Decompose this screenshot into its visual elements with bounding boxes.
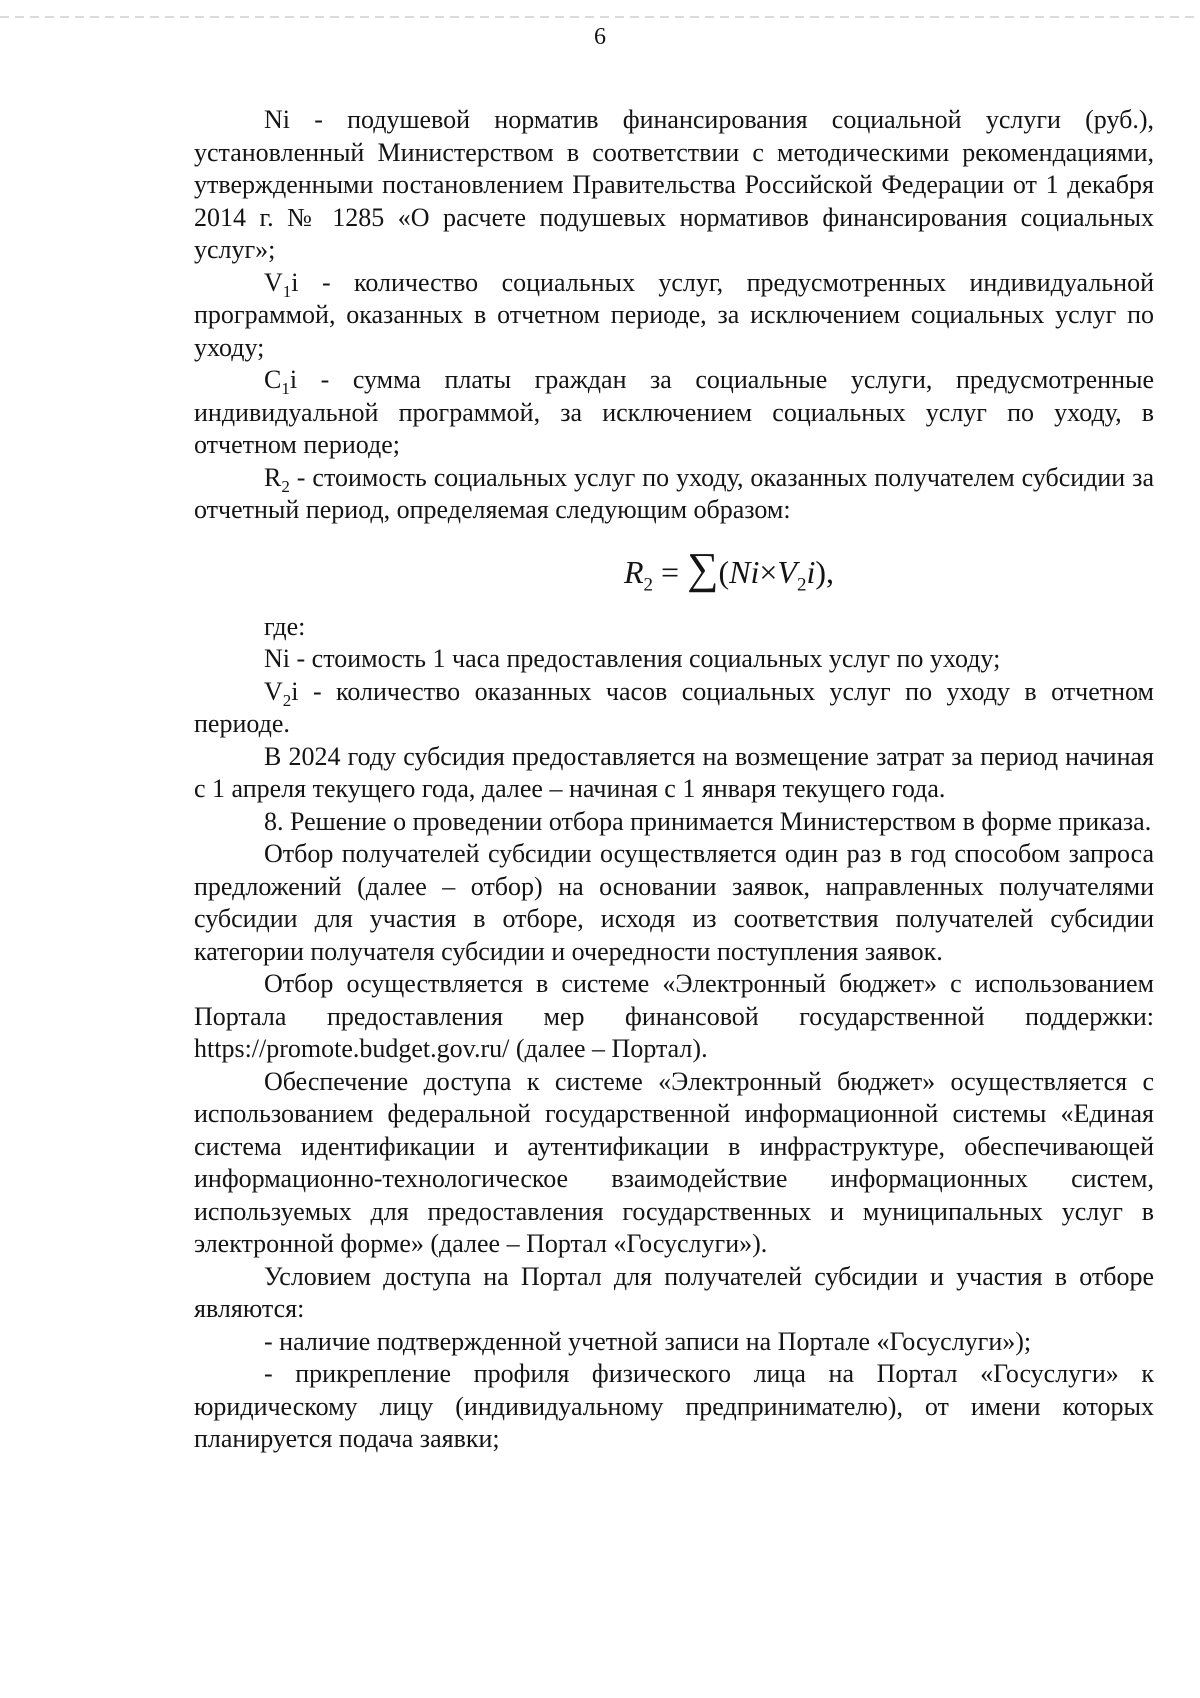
paragraph-access-conditions: Условием доступа на Портал для получателей субсидии и участия в отборе являются:: [194, 1261, 1154, 1323]
paragraph-v1i-definition: [194, 267, 1154, 365]
paragraph-2024-period: В 2024 году субсидия предоставляется на возмещение затрат за период начиная с 1 апреля текущего года, далее – начиная с 1 января текущего года.: [194, 741, 1154, 803]
term-v1i: $V_1i$: [264, 267, 299, 301]
document-body: [194, 104, 1154, 1456]
term-c1i: $C_1i$: [264, 365, 298, 399]
paragraph-r2-definition: [194, 462, 1154, 527]
paragraph-access-gosuslugi: Обеспечение доступа к системе «Электронный бюджет» осуществляется с использованием федеральной государственной информационной системы «Единая система идентификации и аутентификации в инфраструктуре, обеспечивающей информационно-технологическое взаимодействие информационных систем, используемых для предоставления государственных и муниципальных услуг в электронной форме» (далее – Портал «Госуслуги»).: [194, 1066, 1154, 1258]
term-v2i: $V_2i$: [264, 676, 299, 710]
definition-text: - стоимость социальных услуг по уходу, оказанных получателем субсидии за отчетный период, определяемая следующим образом:: [194, 462, 1154, 524]
term-ni: Ni: [264, 105, 290, 134]
definition-text: - количество оказанных часов социальных услуг по уходу в отчетном периоде.: [194, 676, 1154, 738]
paragraph-selection-method: Отбор получателей субсидии осуществляется один раз в год способом запроса предложений (далее – отбор) на основании заявок, направленных получателями субсидии для участия в отборе, исходя из соответствия получателей субсидии категории получателя субсидии и очередности поступления заявок.: [194, 839, 1154, 966]
definition-text: - подушевой норматив финансирования социальной услуги (руб.), установленный Министерством в соответствии с методическими рекомендациями, утвержденными постановлением Правительства Российской Федерации от 1 декабря 2014 г. № 1285 «О расчете подушевых нормативов финансирования социальных услуг»;: [194, 105, 1154, 264]
sum-sign: ∑: [687, 543, 719, 593]
paragraph-v2i-definition: [194, 676, 1154, 741]
list-item-confirmed-account: - наличие подтвержденной учетной записи на Портале «Госуслуги»);: [264, 1326, 1032, 1356]
definition-text: - стоимость 1 часа предоставления социальных услуг по уходу;: [290, 644, 1001, 673]
paragraph-clause-8: 8. Решение о проведении отбора принимается Министерством в форме приказа.: [264, 806, 1152, 836]
term-r2: $R_2$: [264, 462, 290, 496]
list-item-profile-attachment: - прикрепление профиля физического лица на Портал «Госуслуги» к юридическому лицу (индивидуальному предпринимателю), от имени которых планируется подача заявки;: [194, 1359, 1154, 1453]
paragraph-c1i-definition: [194, 364, 1154, 462]
scan-edge-artifact: [0, 16, 1200, 18]
where-label: где:: [264, 611, 306, 641]
paragraph-ni-definition: [194, 104, 1154, 267]
term-ni: Ni: [264, 644, 290, 673]
paragraph-electronic-budget: Отбор осуществляется в системе «Электронный бюджет» с использованием Портала предоставления мер финансовой государственной поддержки: https://promote.budget.gov.ru/ (далее – Портал).: [194, 969, 1154, 1063]
formula-r2: $R_2 = \sum(Ni\times V_2i)$,: [624, 543, 834, 595]
paragraph-ni-hour-cost: [194, 643, 1154, 676]
page-number: 6: [594, 24, 606, 50]
definition-text: - количество социальных услуг, предусмотренных индивидуальной программой, оказанных в отчетном периоде, за исключением социальных услуг по уходу;: [194, 267, 1154, 362]
definition-text: - сумма платы граждан за социальные услуги, предусмотренные индивидуальной программой, за исключением социальных услуг по уходу, в отчетном периоде;: [194, 365, 1154, 459]
